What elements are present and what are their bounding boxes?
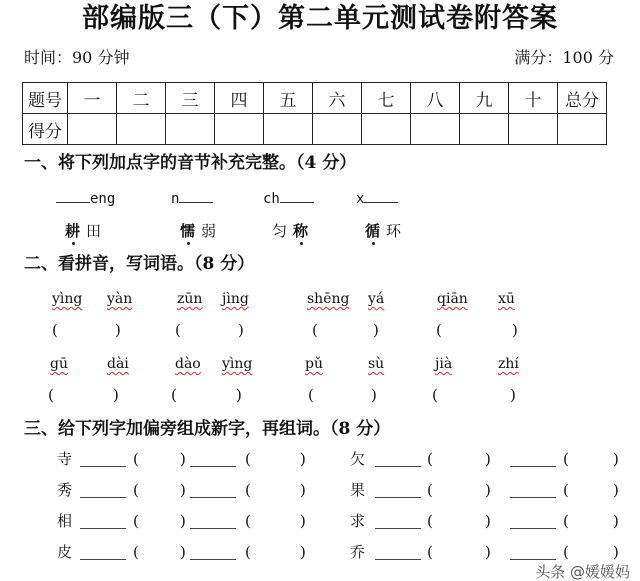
answer-blank[interactable] (179, 190, 213, 203)
section1-heading: 一、将下列加点字的音节补充完整。（4 分） (24, 153, 357, 173)
table-header-cell: 八 (411, 83, 460, 114)
pinyin: xū (498, 291, 515, 307)
table-header-cell: 六 (313, 83, 362, 114)
word-char: 循 (365, 222, 381, 240)
table-header-cell: 九 (460, 83, 509, 114)
base-character: 相 (57, 512, 73, 530)
table-header-cell: 十 (509, 83, 558, 114)
answer-paren-close[interactable]: ) (510, 386, 516, 404)
table-header-cell: 一 (68, 83, 117, 114)
table-header-cell: 题号 (23, 83, 68, 114)
base-character: 欠 (350, 450, 366, 468)
word-paren-open[interactable]: ( (427, 543, 433, 561)
word-paren-close[interactable]: ) (300, 543, 306, 561)
pinyin: pǔ (305, 356, 323, 372)
answer-paren-close[interactable]: ) (113, 386, 119, 404)
answer-paren-open[interactable]: ( (52, 321, 58, 339)
base-character: 果 (350, 481, 366, 499)
word-paren-close[interactable]: ) (180, 543, 186, 561)
dotted-word (180, 222, 222, 240)
word-paren-open[interactable]: ( (245, 450, 251, 468)
word-paren-open[interactable]: ( (133, 450, 139, 468)
score-cell[interactable] (264, 114, 313, 145)
score-cell[interactable] (117, 114, 166, 145)
dotted-word (365, 222, 407, 240)
word-char: 匀 (272, 222, 288, 240)
word-paren-close[interactable]: ) (485, 512, 491, 530)
syllable-blank-item (56, 190, 115, 208)
pinyin: dào (175, 356, 201, 372)
answer-paren-open[interactable]: ( (48, 386, 54, 404)
table-header-cell: 总分 (558, 83, 607, 114)
word-paren-open[interactable]: ( (563, 512, 569, 530)
table-header-row (23, 83, 607, 114)
radical-blank[interactable] (80, 545, 126, 560)
score-cell[interactable] (313, 114, 362, 145)
section2-heading: 二、看拼音，写词语。（8 分） (24, 254, 255, 274)
word-paren-open[interactable]: ( (427, 450, 433, 468)
full-score: 满分：100 分 (514, 48, 614, 67)
word-paren-open[interactable]: ( (245, 543, 251, 561)
table-header-cell: 二 (117, 83, 166, 114)
answer-blank[interactable] (280, 190, 314, 203)
radical-blank[interactable] (190, 545, 236, 560)
answer-paren-open[interactable]: ( (432, 386, 438, 404)
word-paren-open[interactable]: ( (133, 543, 139, 561)
dotted-word (272, 222, 314, 240)
table-header-cell: 四 (215, 83, 264, 114)
syllable-blank-item (263, 190, 314, 208)
pinyin: zūn (177, 291, 203, 307)
word-char: 耕 (65, 222, 81, 240)
score-cell[interactable] (166, 114, 215, 145)
word-paren-close[interactable]: ) (180, 450, 186, 468)
word-paren-close[interactable]: ) (613, 481, 619, 499)
radical-blank[interactable] (190, 483, 236, 498)
pinyin: zhí (498, 356, 519, 372)
base-character: 乔 (350, 543, 366, 561)
score-cell[interactable] (68, 114, 117, 145)
radical-blank[interactable] (375, 514, 421, 529)
word-paren-close[interactable]: ) (613, 543, 619, 561)
base-character: 皮 (57, 543, 73, 561)
pinyin: gū (50, 356, 68, 372)
table-score-row (23, 114, 607, 145)
answer-blank[interactable] (364, 190, 398, 203)
radical-blank[interactable] (190, 514, 236, 529)
table-header-cell: 七 (362, 83, 411, 114)
word-paren-open[interactable]: ( (133, 512, 139, 530)
score-cell[interactable] (558, 114, 607, 145)
word-paren-close[interactable]: ) (180, 481, 186, 499)
radical-blank[interactable] (510, 545, 556, 560)
base-character: 求 (350, 512, 366, 530)
answer-paren-close[interactable]: ) (373, 321, 379, 339)
answer-paren-close[interactable]: ) (115, 321, 121, 339)
answer-paren-close[interactable]: ) (236, 386, 242, 404)
score-cell[interactable] (362, 114, 411, 145)
radical-blank[interactable] (375, 545, 421, 560)
syllable-blank-item (171, 190, 213, 208)
word-paren-close[interactable]: ) (485, 481, 491, 499)
watermark: 头条 @媛媛妈 (535, 563, 630, 581)
word-paren-close[interactable]: ) (485, 543, 491, 561)
word-paren-close[interactable]: ) (613, 512, 619, 530)
syllable-prefix: ch (263, 191, 280, 207)
answer-paren-open[interactable]: ( (312, 321, 318, 339)
exam-time: 时间：90 分钟 (24, 48, 130, 67)
pinyin: jià (435, 356, 453, 372)
radical-blank[interactable] (375, 483, 421, 498)
answer-blank[interactable] (56, 190, 90, 203)
pinyin: yìng (52, 291, 83, 307)
word-paren-close[interactable]: ) (613, 450, 619, 468)
radical-blank[interactable] (80, 514, 126, 529)
base-character: 秀 (57, 481, 73, 499)
word-paren-close[interactable]: ) (300, 481, 306, 499)
score-table (22, 82, 607, 145)
word-paren-close[interactable]: ) (300, 450, 306, 468)
word-paren-open[interactable]: ( (133, 481, 139, 499)
word-char: 弱 (201, 222, 217, 240)
pinyin: qiān (437, 291, 468, 307)
answer-paren-open[interactable]: ( (171, 386, 177, 404)
dotted-word (65, 222, 107, 240)
answer-paren-close[interactable]: ) (371, 386, 377, 404)
syllable-prefix: x (356, 191, 365, 207)
table-header-cell: 五 (264, 83, 313, 114)
word-paren-open[interactable]: ( (245, 481, 251, 499)
syllable-suffix: eng (90, 191, 116, 207)
syllable-blank-item (356, 190, 398, 208)
pinyin: jìng (222, 291, 249, 307)
radical-blank[interactable] (80, 452, 126, 467)
answer-paren-open[interactable]: ( (308, 386, 314, 404)
score-cell[interactable] (460, 114, 509, 145)
radical-blank[interactable] (80, 483, 126, 498)
word-paren-open[interactable]: ( (245, 512, 251, 530)
radical-blank[interactable] (190, 452, 236, 467)
radical-blank[interactable] (375, 452, 421, 467)
score-cell[interactable] (215, 114, 264, 145)
radical-blank[interactable] (510, 483, 556, 498)
word-paren-open[interactable]: ( (427, 481, 433, 499)
word-char: 环 (386, 222, 402, 240)
base-character: 寺 (57, 450, 73, 468)
answer-paren-close[interactable]: ) (238, 321, 244, 339)
word-paren-close[interactable]: ) (300, 512, 306, 530)
table-row-label: 得分 (23, 114, 68, 145)
answer-paren-open[interactable]: ( (436, 321, 442, 339)
answer-paren-open[interactable]: ( (175, 321, 181, 339)
word-paren-close[interactable]: ) (485, 450, 491, 468)
word-char: 懦 (180, 222, 196, 240)
score-cell[interactable] (509, 114, 558, 145)
word-paren-open[interactable]: ( (427, 512, 433, 530)
word-char: 称 (293, 222, 309, 240)
word-paren-open[interactable]: ( (563, 481, 569, 499)
section3-heading: 三、给下列字加偏旁组成新字，再组词。（8 分） (24, 419, 391, 439)
radical-blank[interactable] (510, 514, 556, 529)
pinyin: dài (107, 356, 129, 372)
word-char: 田 (86, 222, 102, 240)
pinyin: shēng (307, 291, 350, 307)
pinyin: yìng (222, 356, 253, 372)
score-cell[interactable] (411, 114, 460, 145)
table-header-cell: 三 (166, 83, 215, 114)
pinyin: sù (368, 356, 385, 372)
answer-paren-close[interactable]: ) (512, 321, 518, 339)
word-paren-close[interactable]: ) (180, 512, 186, 530)
page-title: 部编版三（下）第二单元测试卷附答案 (82, 3, 558, 34)
word-paren-open[interactable]: ( (563, 543, 569, 561)
pinyin: yá (368, 291, 385, 307)
pinyin: yàn (107, 291, 133, 307)
syllable-prefix: n (171, 191, 180, 207)
radical-blank[interactable] (510, 452, 556, 467)
word-paren-open[interactable]: ( (563, 450, 569, 468)
